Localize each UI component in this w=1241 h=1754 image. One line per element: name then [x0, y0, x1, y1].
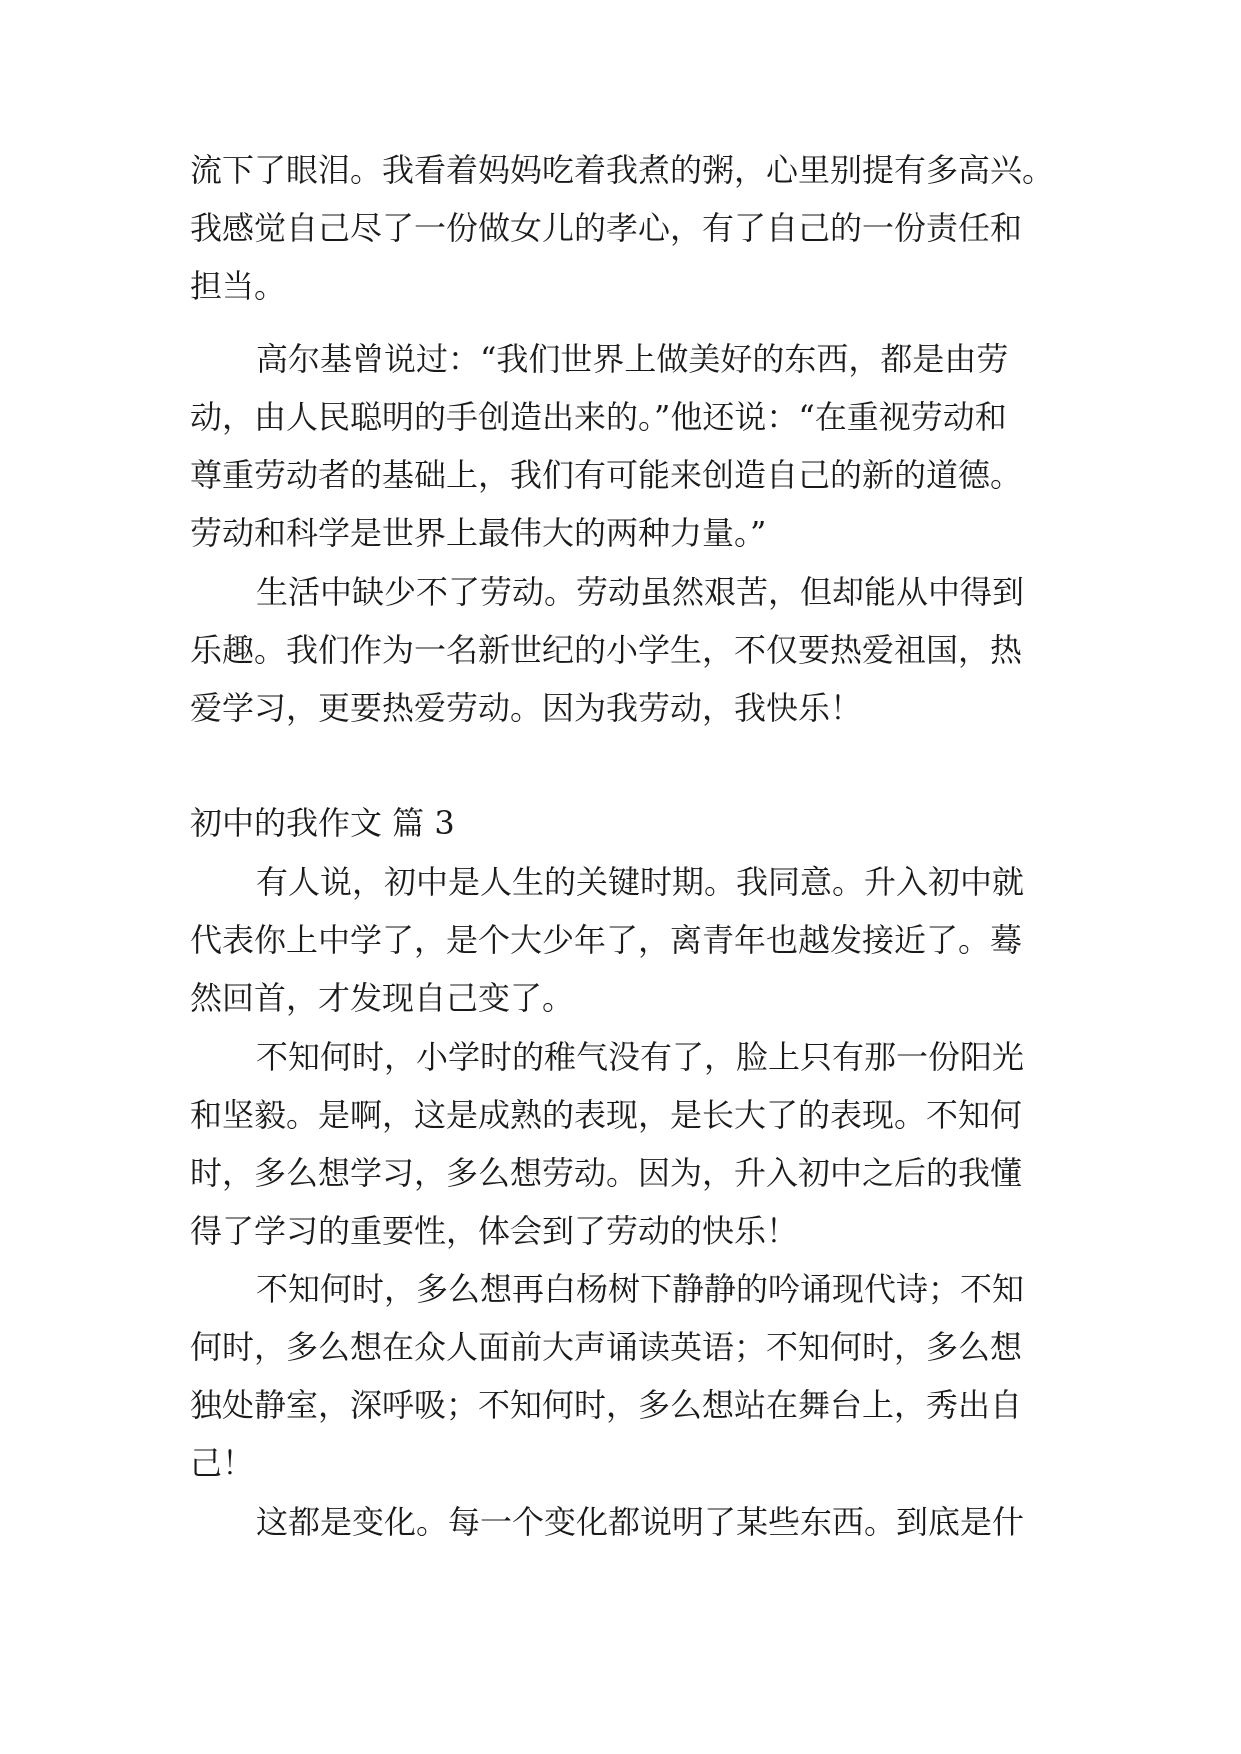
text-line-3: 担当。 [190, 267, 287, 305]
text-line-13: 代表你上中学了，是个大少年了，离青年也越发接近了。蓦 [190, 921, 1023, 959]
text-line-5: 动，由人民聪明的手创造出来的。”他还说：“在重视劳动和 [190, 398, 1007, 436]
section-heading: 初中的我作文 篇 3 [190, 804, 455, 842]
text-line-16: 和坚毅。是啊，这是成熟的表现，是长大了的表现。不知何 [190, 1096, 1023, 1134]
paragraph-start-line: 有人说，初中是人生的关键时期。我同意。升入初中就 [256, 863, 1025, 901]
text-line-1: 流下了眼泪。我看着妈妈吃着我煮的粥，心里别提有多高兴。 [190, 151, 1055, 189]
text-line-18: 得了学习的重要性，体会到了劳动的快乐！ [190, 1212, 799, 1250]
text-line-9: 乐趣。我们作为一名新世纪的小学生，不仅要热爱祖国，热 [190, 631, 1023, 669]
text-line-17: 时，多么想学习，多么想劳动。因为，升入初中之后的我懂 [190, 1154, 1023, 1192]
paragraph-start-line: 高尔基曾说过：“我们世界上做美好的东西，都是由劳 [256, 340, 1009, 378]
text-line-20: 何时，多么想在众人面前大声诵读英语；不知何时，多么想 [190, 1328, 1023, 1366]
text-line-2: 我感觉自己尽了一份做女儿的孝心，有了自己的一份责任和 [190, 209, 1023, 247]
paragraph-start-line: 不知何时，多么想再白杨树下静静的吟诵现代诗；不知 [256, 1270, 1025, 1308]
text-line-6: 尊重劳动者的基础上，我们有可能来创造自己的新的道德。 [190, 456, 1023, 494]
text-line-14: 然回首，才发现自己变了。 [190, 979, 575, 1017]
text-line-22: 己！ [190, 1444, 255, 1482]
paragraph-start-line: 这都是变化。每一个变化都说明了某些东西。到底是什 [256, 1503, 1025, 1541]
text-line-10: 爱学习，更要热爱劳动。因为我劳动，我快乐！ [190, 689, 863, 727]
paragraph-start-line: 不知何时，小学时的稚气没有了，脸上只有那一份阳光 [256, 1038, 1025, 1076]
text-line-21: 独处静室，深呼吸；不知何时，多么想站在舞台上，秀出自 [190, 1386, 1023, 1424]
text-line-7: 劳动和科学是世界上最伟大的两种力量。” [190, 514, 767, 552]
paragraph-start-line: 生活中缺少不了劳动。劳动虽然艰苦，但却能从中得到 [256, 573, 1025, 611]
